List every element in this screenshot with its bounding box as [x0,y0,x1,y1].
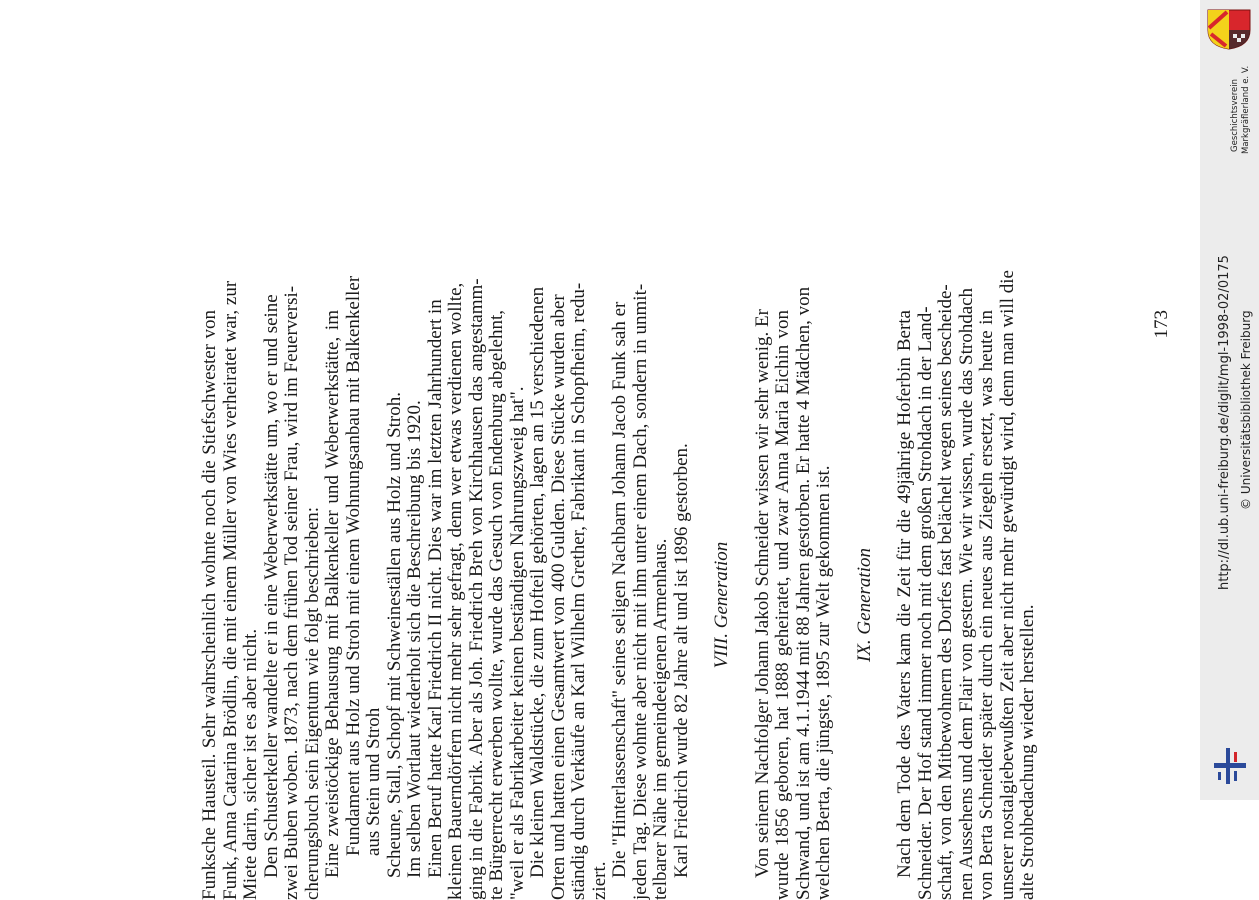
paragraph-line: jeden Tag. Diese wohnte aber nicht mit ihm unter einem Dach, sondern in unmit- [629,283,651,900]
paragraph-line: "weil er als Fabrikarbeiter keinen beständigen Nahrungszweig hat". [506,386,528,900]
section-heading-viii: VIII. Generation [711,541,732,669]
paragraph-line: kleinen Bauerndörfern nicht mehr sehr gefragt, denn wer etwas verdienen wollte, [445,282,466,900]
rotated-page-content [100,100,1172,900]
paragraph-line: nen Aussehens und dem Flair von gestern. Wie wir wissen, wurde das Strohdach [955,287,977,900]
society-place: Markgräflerland e. V. [1241,65,1251,154]
paragraph-line: Funk, Anna Catarina Brödlin, die mit einem Müller von Wies verheiratet war, zur [219,280,241,900]
coat-of-arms-icon [1206,8,1252,50]
paragraph-line: ging in die Fabrik. Aber als Joh. Friedrich Breh von Kirchhausen das angestamm- [465,278,487,900]
paragraph-line: te Bürgerrecht erwerben wollte, wurde das Gesuch von Endenburg abgelehnt, [486,310,507,900]
paragraph-line: Die kleinen Waldstücke, die zum Hofteil gehörten, lagen an 15 verschiedenen [527,286,548,878]
paragraph-line: wurde 1856 geboren, hat 1888 geheiratet, und zwar Anna Maria Eichin von [772,310,793,900]
ub-freiburg-logo-icon [1210,746,1250,786]
paragraph-line: Funksche Hausteil. Sehr wahrscheinlich wohnte noch die Stiefschwester von [199,310,220,900]
paragraph-line: Fundament aus Holz und Stroh mit einem Wohnungsanbau mit Balkenkeller [342,275,364,856]
copyright-notice: © Universitätsbibliothek Freiburg [1239,310,1253,510]
paragraph-line: welchen Berta, die jüngste, 1895 zur Welt gekommen ist. [813,465,834,900]
paragraph-line: ständig durch Verkäufe an Karl Wilhelm Grether, Fabrikant in Schopfheim, redu- [568,282,589,900]
paragraph-line: Miete darin, sicher ist es aber nicht. [240,628,261,900]
paragraph-line: schaft, von den Mitbewohnern des Dorfes fast belächelt wegen seines bescheide- [935,284,956,900]
paragraph-line: Orten und hatten einen Gesamtwert von 400 Gulden. Diese Stücke wurden aber [547,294,569,900]
paragraph-line: Karl Friedrich wurde 82 Jahre alt und ist 1896 gestorben. [670,443,692,878]
paragraph-line: Eine zweistöckige Behausung mit Balkenkeller und Weberwerkstätte, im [322,310,343,878]
paragraph-line: Scheune, Stall, Schopf mit Schweineställen aus Holz und Stroh. [383,391,405,878]
paragraph-line: ziert. [588,861,610,900]
section-heading-ix: IX. Generation [853,548,875,662]
paragraph-line: Im selben Wortlaut wiederholt sich die Beschreibung bis 1920. [404,400,425,878]
paragraph-line: Von seinem Nachfolger Johann Jakob Schneider wissen wir sehr wenig. Er [751,309,773,878]
page-number: 173 [1151,310,1172,339]
paragraph-line: alte Strohbedachung wieder herstellen. [1017,604,1038,900]
paragraph-line: Schneider. Der Hof stand immer noch mit dem großen Strohdach in der Land- [914,306,936,900]
paragraph-line: unserer nostalgiebewußten Zeit aber nicht mehr gewürdigt wird, denn man will die [996,270,1018,900]
paragraph-line: telbarer Nähe im gemeindeeigenen Armenhaus. [650,538,671,900]
paragraph-line: von Berta Schneider später durch ein neues aus Ziegeln ersetzt, was heute in [976,310,997,900]
document-url[interactable]: http://dl.ub.uni-freiburg.de/diglit/mgl-1998-02/0175 [1217,255,1232,590]
paragraph-line: Die "Hinterlassenschaft" seines seligen Nachbarn Johann Jacob Funk sah er [609,301,630,878]
paragraph-line: aus Stein und Stroh [363,707,384,856]
paragraph-line: Nach dem Tode des Vaters kam die Zeit für die 49jährige Hoferbin Berta [894,310,915,878]
paragraph-line: Den Schusterkeller wandelte er in eine Weberwerkstätte um, wo er und seine [260,294,282,878]
paragraph-line: cherungsbuch sein Eigentum wie folgt beschrieben: [301,506,323,900]
paragraph-line: zwei Buben woben. 1873, nach dem frühen Tod seiner Frau, wird im Feuerversi- [281,285,302,900]
society-name: Geschichtsverein [1230,78,1240,152]
paragraph-line: Einen Beruf hatte Karl Friedrich II nicht. Dies war im letzten Jahrhundert in [424,299,446,878]
paragraph-line: Schwand, und ist am 4.1.1944 mit 88 Jahren gestorben. Er hatte 4 Mädchen, von [792,286,814,900]
